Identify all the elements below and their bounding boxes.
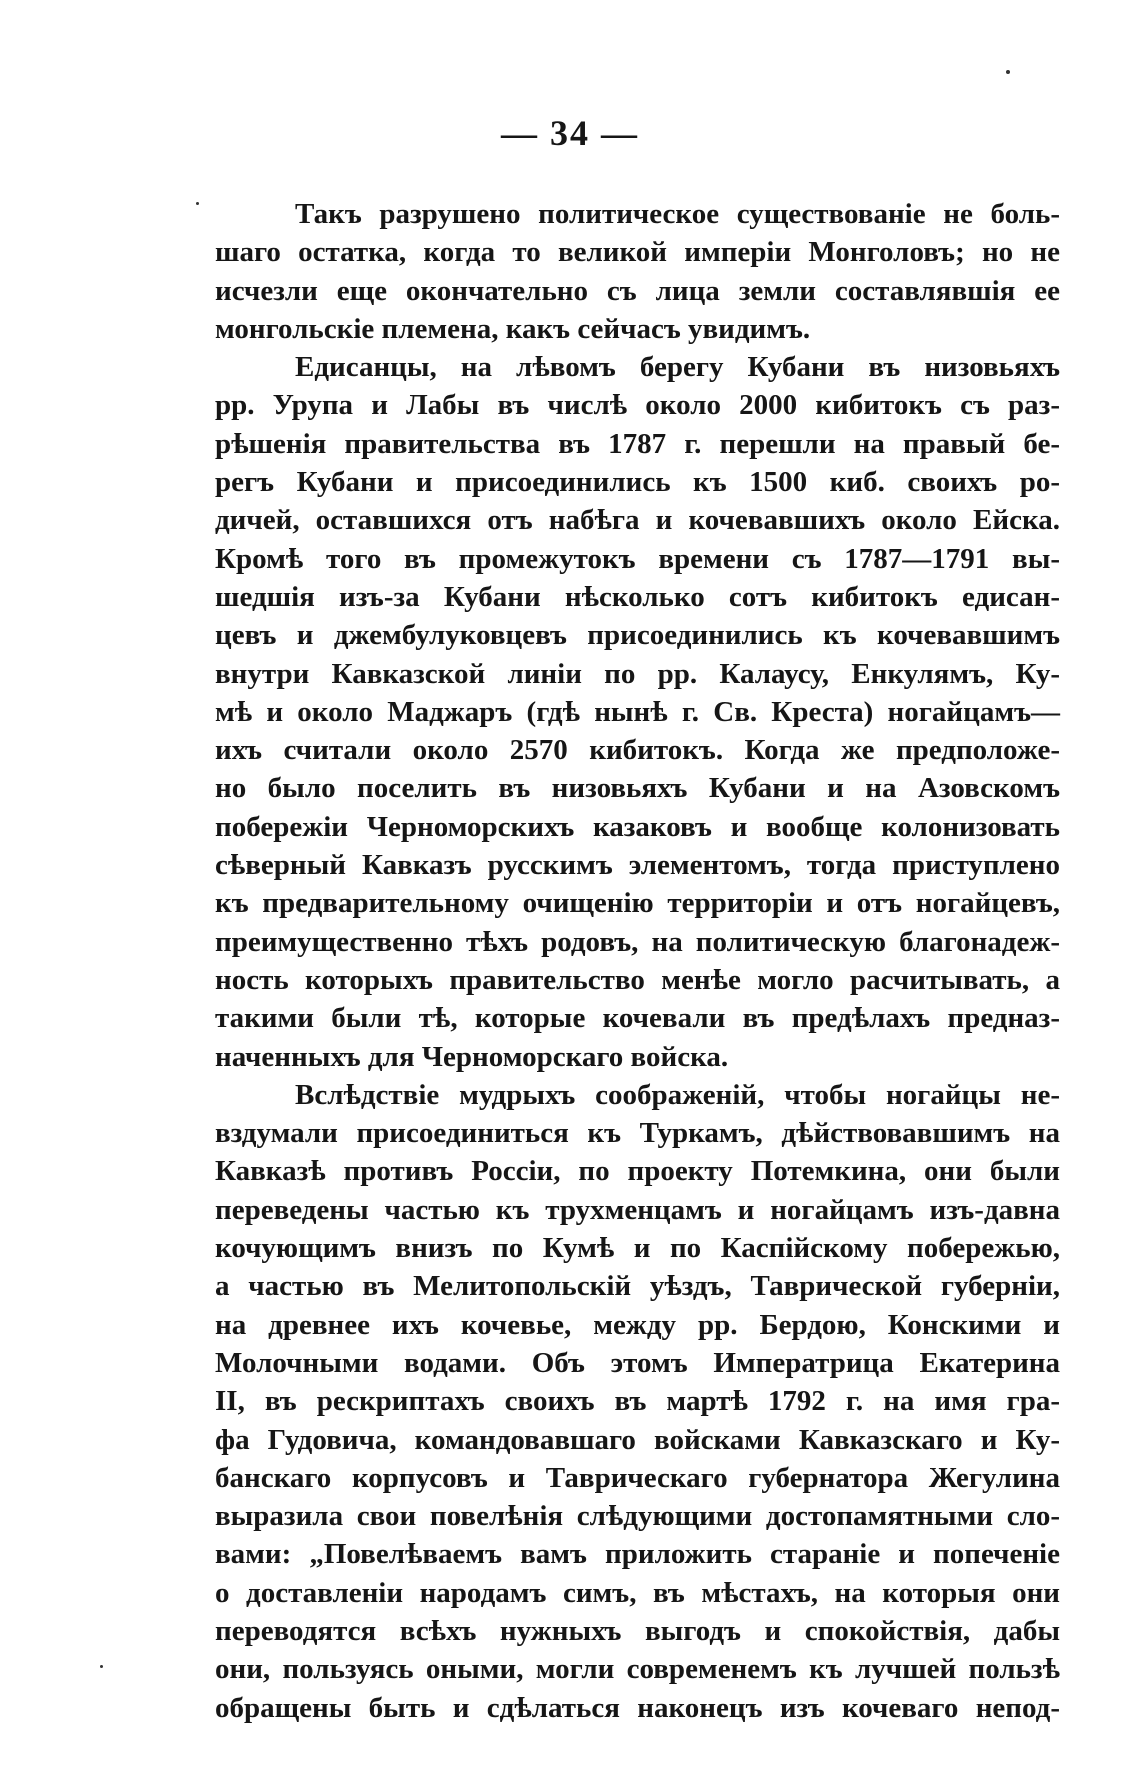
text-line: къ предварительному очищенію территоріи и отъ ногайцевъ, xyxy=(215,887,1060,920)
text-line: монгольскіе племена, какъ сейчасъ увидимъ. xyxy=(215,312,811,345)
text-line: регъ Кубани и присоединились къ 1500 киб. своихъ ро- xyxy=(215,466,1060,499)
text-line: дичей, оставшихся отъ набѣга и кочевавшихъ около Ейска. xyxy=(215,504,1060,537)
text-line: внутри Кавказской линіи по рр. Калаусу, Енкулямъ, Ку- xyxy=(215,657,1060,690)
text-line: II, въ рескриптахъ своихъ въ мартѣ 1792 г. на имя гра- xyxy=(215,1385,1060,1418)
page-number: — 34 — xyxy=(501,113,639,153)
text-line: сѣверный Кавказъ русскимъ элементомъ, тогда приступлено xyxy=(215,849,1060,882)
text-line: вами: „Повелѣваемъ вамъ приложить стараніе и попеченіе xyxy=(215,1538,1060,1571)
body-text xyxy=(215,195,1060,1727)
text-line: рр. Урупа и Лабы въ числѣ около 2000 кибитокъ съ раз- xyxy=(215,389,1060,422)
text-line: наченныхъ для Черноморскаго войска. xyxy=(215,1040,729,1073)
text-line: Едисанцы, на лѣвомъ берегу Кубани въ низовьяхъ xyxy=(295,351,1060,384)
text-line: они, пользуясь оными, могли современемъ къ лучшей пользѣ xyxy=(215,1653,1060,1686)
text-line: Вслѣдствіе мудрыхъ соображеній, чтобы ногайцы не- xyxy=(295,1078,1060,1111)
text-line: вздумали присоединиться къ Туркамъ, дѣйствовавшимъ на xyxy=(215,1117,1060,1150)
text-line: фа Гудовича, командовавшаго войсками Кавказскаго и Ку- xyxy=(215,1423,1060,1456)
text-line: исчезли еще окончательно съ лица земли составлявшія ее xyxy=(215,274,1060,307)
text-line: такими были тѣ, которые кочевали въ предѣлахъ предназ- xyxy=(215,1002,1060,1035)
paragraph xyxy=(215,195,1060,348)
text-line: Такъ разрушено политическое существованіе не боль- xyxy=(295,198,1060,230)
scan-speck xyxy=(100,1665,103,1668)
text-line: обращены быть и сдѣлаться наконецъ изъ кочеваго непод- xyxy=(215,1691,1060,1724)
text-line: ность которыхъ правительство менѣе могло расчитывать, а xyxy=(215,963,1060,996)
text-line: ихъ считали около 2570 кибитокъ. Когда же предположе- xyxy=(215,734,1060,767)
scan-speck xyxy=(1006,70,1010,74)
text-line: переводятся всѣхъ нужныхъ выгодъ и спокойствія, дабы xyxy=(215,1614,1060,1647)
paragraph xyxy=(215,1076,1060,1727)
text-line: цевъ и джембулуковцевъ присоединились къ кочевавшимъ xyxy=(215,619,1060,652)
text-line: кочующимъ внизъ по Кумѣ и по Каспійскому побережью, xyxy=(215,1232,1060,1265)
text-line: Кромѣ того въ промежутокъ времени съ 1787—1791 вы- xyxy=(215,542,1060,575)
text-line: шедшія изъ-за Кубани нѣсколько сотъ кибитокъ едисан- xyxy=(215,580,1060,613)
text-line: рѣшенія правительства въ 1787 г. перешли на правый бе- xyxy=(215,427,1060,460)
text-line: преимущественно тѣхъ родовъ, на политическую благонадеж- xyxy=(215,925,1060,958)
scan-speck xyxy=(196,202,199,205)
text-line: мѣ и около Маджаръ (гдѣ нынѣ г. Св. Креста) ногайцамъ— xyxy=(215,695,1060,728)
text-line: на древнее ихъ кочевье, между рр. Бердою, Конскими и xyxy=(215,1308,1060,1341)
text-line: Кавказѣ противъ Россіи, по проекту Потемкина, они были xyxy=(215,1155,1060,1188)
text-line: побережіи Черноморскихъ казаковъ и вообще колонизовать xyxy=(215,810,1060,843)
text-line: но было поселить въ низовьяхъ Кубани и на Азовскомъ xyxy=(215,772,1060,805)
text-line: шаго остатка, когда то великой имперіи Монголовъ; но не xyxy=(215,236,1060,269)
text-line: выразила свои повелѣнія слѣдующими достопамятными сло- xyxy=(215,1500,1060,1533)
text-line: банскаго корпусовъ и Таврическаго губернатора Жегулина xyxy=(215,1461,1060,1494)
text-line: о доставленіи народамъ симъ, въ мѣстахъ, на которыя они xyxy=(215,1576,1060,1609)
paragraph xyxy=(215,348,1060,1076)
text-line: Молочными водами. Объ этомъ Императрица Екатерина xyxy=(215,1346,1060,1379)
text-line: переведены частью къ трухменцамъ и ногайцамъ изъ-давна xyxy=(215,1193,1060,1226)
text-line: а частью въ Мелитопольскій уѣздъ, Таврической губерніи, xyxy=(215,1270,1060,1303)
